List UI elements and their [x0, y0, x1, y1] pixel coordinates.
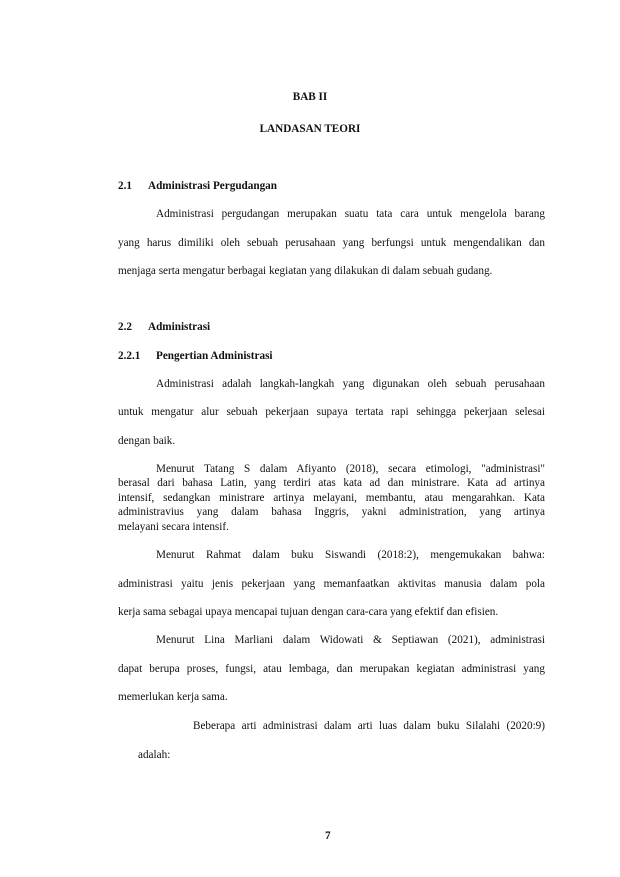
paragraph-line: memerlukan kerja sama. — [118, 691, 228, 703]
quote-line: administravius yang dalam bahasa Inggris, yakni administration, yang artinya — [118, 506, 545, 518]
quote-line: Menurut Tatang S dalam Afiyanto (2018), secara etimologi, "administrasi" — [156, 463, 545, 475]
paragraph-line: yang harus dimiliki oleh sebuah perusahaan yang berfungsi untuk mengendalikan dan — [118, 237, 545, 249]
quote-line: melayani secara intensif. — [118, 521, 229, 533]
paragraph-line: menjaga serta mengatur berbagai kegiatan yang dilakukan di dalam sebuah gudang. — [118, 265, 493, 277]
paragraph-line: dengan baik. — [118, 435, 176, 447]
chapter-title: LANDASAN TEORI — [259, 123, 361, 135]
page-number: 7 — [325, 830, 331, 842]
paragraph-line: Administrasi pergudangan merupakan suatu tata cara untuk mengelola barang — [156, 208, 545, 220]
paragraph-line: Menurut Rahmat dalam buku Siswandi (2018:2), mengemukakan bahwa: — [156, 549, 545, 561]
paragraph-line: administrasi yaitu jenis pekerjaan yang memanfaatkan aktivitas manusia dalam pola — [118, 578, 545, 590]
paragraph-line: Menurut Lina Marliani dalam Widowati & Septiawan (2021), administrasi — [156, 634, 545, 646]
section-number: 2.1 — [118, 180, 132, 192]
section-title: Administrasi Pergudangan — [148, 180, 277, 192]
paragraph-line: kerja sama sebagai upaya mencapai tujuan dengan cara-cara yang efektif dan efisien. — [118, 606, 499, 618]
section-number: 2.2 — [118, 321, 132, 333]
paragraph-line: Administrasi adalah langkah-langkah yang digunakan oleh sebuah perusahaan — [156, 378, 545, 390]
quote-line: intensif, sedangkan ministrare artinya melayani, membantu, atau mengarahkan. Kata — [118, 492, 545, 504]
paragraph-line: adalah: — [138, 749, 171, 761]
subsection-title: Pengertian Administrasi — [156, 350, 273, 362]
paragraph-line: dapat berupa proses, fungsi, atau lembaga, dan merupakan kegiatan administrasi yang — [118, 663, 545, 675]
subsection-number: 2.2.1 — [118, 350, 141, 362]
chapter-label: BAB II — [292, 91, 328, 103]
paragraph-line: untuk mengatur alur sebuah pekerjaan supaya tertata rapi sehingga pekerjaan selesai — [118, 406, 545, 418]
quote-line: berasal dari bahasa Latin, yang terdiri atas kata ad dan ministrare. Kata ad artinya — [118, 477, 545, 489]
section-title: Administrasi — [148, 321, 211, 333]
paragraph-line: Beberapa arti administrasi dalam arti luas dalam buku Silalahi (2020:9) — [193, 720, 545, 732]
